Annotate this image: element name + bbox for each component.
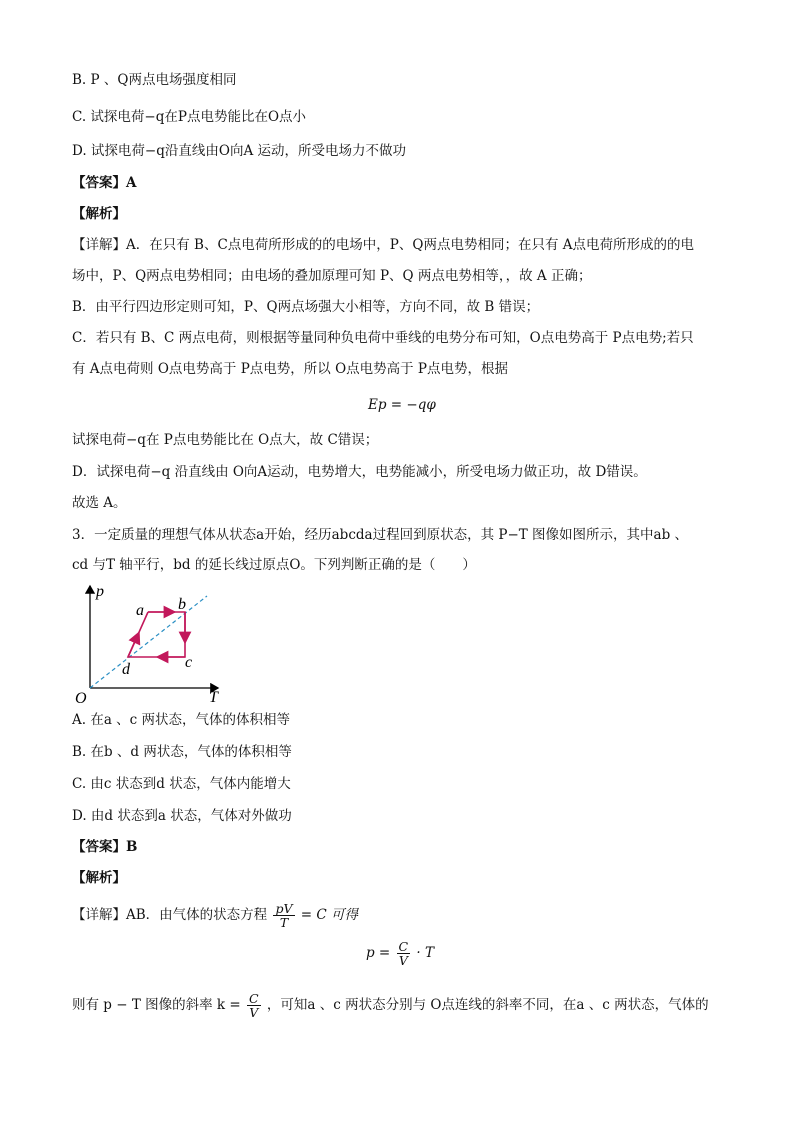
- question-3-stem: cd 与T 轴平行，bd 的延长线过原点O。下列判断正确的是（ ）: [72, 557, 476, 573]
- p-axis-label: p: [96, 583, 104, 600]
- bd-extension-dashed: [90, 596, 207, 688]
- point-b-label: b: [178, 596, 186, 613]
- explanation-line: 【详解】A．在只有 B、C点电荷所形成的的电场中，P、Q两点电势相同；在只有 A点电荷所形成的的电: [72, 237, 694, 253]
- text-segment: 【详解】AB．由气体的状态方程: [72, 907, 268, 923]
- fraction-pv-t: [273, 902, 294, 929]
- fraction-numerator: pV: [275, 901, 293, 916]
- answer-label: 【答案】A: [72, 175, 137, 191]
- explanation-line: B．由平行四边形定则可知，P、Q两点场强大小相等，方向不同，故 B 错误；: [72, 299, 540, 315]
- option-d-line: D. 试探电荷−q沿直线由O向A 运动，所受电场力不做功: [72, 143, 406, 159]
- choice-b: B. 在b 、d 两状态，气体的体积相等: [72, 744, 292, 760]
- option-c-line: C. 试探电荷−q在P点电势能比在O点小: [72, 109, 307, 125]
- fraction-denominator: V: [249, 1005, 259, 1020]
- choice-d: D. 由d 状态到a 状态，气体对外做功: [72, 808, 292, 824]
- fraction-denominator: T: [279, 915, 289, 930]
- point-d-label: d: [122, 661, 130, 678]
- point-c-label: c: [185, 654, 193, 671]
- choice-c: C. 由c 状态到d 状态，气体内能增大: [72, 776, 291, 792]
- question-3-stem: 3．一定质量的理想气体从状态a开始，经历abcda过程回到原状态，其 P−T 图像如图所示，其中ab 、: [72, 527, 689, 543]
- choice-a: A. 在a 、c 两状态，气体的体积相等: [72, 712, 291, 728]
- text-segment: p =: [366, 945, 391, 961]
- arrow-da: [128, 637, 137, 657]
- explanation-line: D．试探电荷−q 沿直线由 O向A运动，电势增大，电势能减小，所受电场力做正功，故 D错误。: [72, 464, 647, 480]
- text-segment: ，可知a 、c 两状态分别与 O点连线的斜率不同，在a 、c 两状态，气体的: [266, 997, 709, 1013]
- fraction-c-v: [397, 940, 411, 967]
- explanation-line: C．若只有 B、C 两点电荷，则根据等量同种负电荷中垂线的电势分布可知，O点电势高于 P点电势;若只: [72, 330, 694, 346]
- t-axis-label: T: [209, 689, 218, 705]
- analysis-label: 【解析】: [72, 870, 126, 886]
- origin-label: O: [75, 690, 87, 705]
- text-segment: = C 可得: [300, 907, 359, 923]
- explanation-line: 试探电荷−q在 P点电势能比在 O点大，故 C错误；: [72, 432, 379, 448]
- point-a-label: a: [136, 602, 144, 619]
- analysis-label: 【解析】: [72, 206, 126, 222]
- p-t-diagram: [70, 580, 230, 705]
- explanation-state-equation: [72, 902, 358, 929]
- text-segment: 则有 p − T 图像的斜率 k =: [72, 997, 241, 1013]
- explanation-slope-line: [72, 992, 709, 1019]
- conclusion-line: 故选 A。: [72, 495, 127, 511]
- equation-p-cv-t: [366, 940, 434, 967]
- equation-ep: Ep = −qφ: [368, 397, 436, 413]
- explanation-line: 场中，P、Q两点电势相同；由电场的叠加原理可知 P、Q 两点电势相等，，故 A 正确；: [72, 268, 592, 284]
- fraction-c-v: [247, 992, 261, 1019]
- fraction-numerator: C: [398, 939, 409, 954]
- answer-label: 【答案】B: [72, 839, 138, 855]
- text-segment: · T: [416, 945, 435, 961]
- explanation-line: 有 A点电荷则 O点电势高于 P点电势，所以 O点电势高于 P点电势，根据: [72, 361, 509, 377]
- fraction-denominator: V: [398, 953, 408, 968]
- option-b-line: B. P 、Q两点电场强度相同: [72, 72, 237, 88]
- fraction-numerator: C: [249, 991, 259, 1006]
